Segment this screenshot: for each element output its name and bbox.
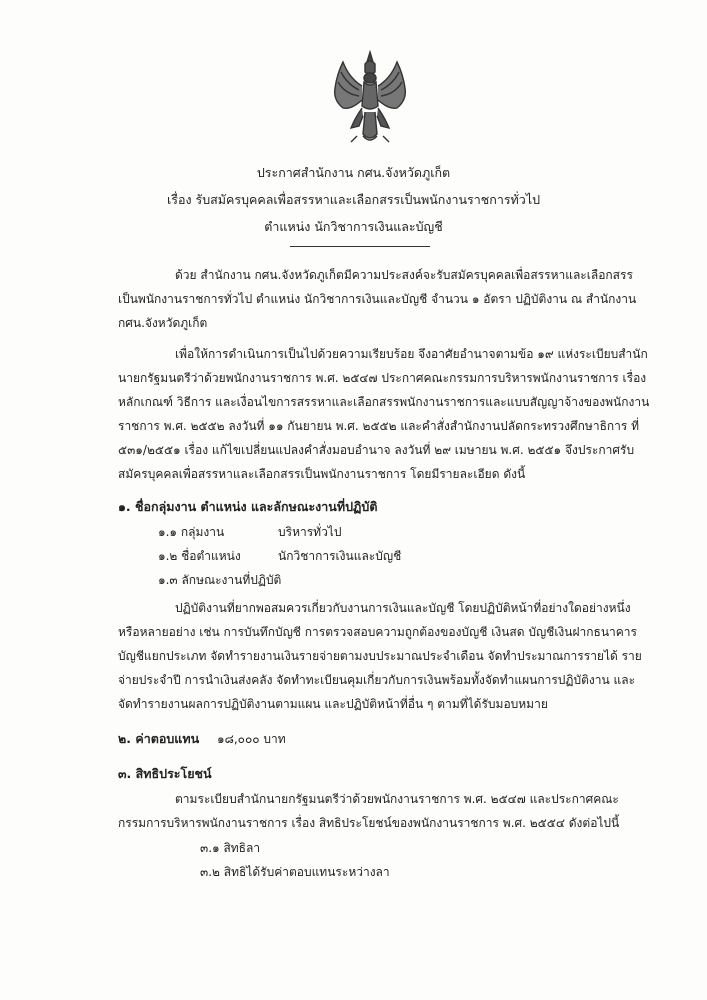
announcement-title: ประกาศสำนักงาน กศน.จังหวัดภูเก็ต [256,165,451,180]
compensation-row [118,731,286,747]
benefit-item: ๓.๑ สิทธิลา [200,841,261,855]
item-value: บริหารทั่วไป [278,525,342,539]
announcement-position: ตำแหน่ง นักวิชาการเงินและบัญชี [264,219,443,234]
section-heading: ๑. ชื่อกลุ่มงาน ตำแหน่ง และลักษณะงานที่ปฏิบัติ [118,499,378,514]
intro-line: กศน.จังหวัดภูเก็ต [118,316,208,330]
section-heading: ๒. ค่าตอบแทน [118,731,200,746]
intro-line: เป็นพนักงานราชการทั่วไป ตำแหน่ง นักวิชาการเงินและบัญชี จำนวน ๑ อัตรา ปฏิบัติงาน ณ สำนักงาน [118,292,637,306]
header-divider [290,246,430,247]
authority-line: สมัครบุคคลเพื่อสรรหาและเลือกสรรเป็นพนักงานราชการ โดยมีรายละเอียด ดังนี้ [118,467,526,481]
item-label: ๑.๒ ชื่อตำแหน่ง [158,549,241,563]
authority-line: เพื่อให้การดำเนินการเป็นไปด้วยความเรียบร้อย จึงอาศัยอำนาจตามข้อ ๑๙ แห่งระเบียบสำนัก [175,347,648,361]
duties-line: จ่ายประจำปี การนำเงินส่งคลัง จัดทำทะเบียนคุมเกี่ยวกับการเงินพร้อมทั้งจัดทำแผนการปฏิบัติงาน และ [118,673,636,687]
item-label: ๑.๑ กลุ่มงาน [158,525,225,539]
duties-line: ปฏิบัติงานที่ยากพอสมควรเกี่ยวกับงานการเงินและบัญชี โดยปฏิบัติหน้าที่อย่างใดอย่างหนึ่ง [175,601,631,615]
duties-line: จัดทำรายงานผลการปฏิบัติงานตามแผน และปฏิบัติหน้าที่อื่น ๆ ตามที่ได้รับมอบหมาย [118,697,548,711]
authority-line: ราชการ พ.ศ. ๒๕๕๒ ลงวันที่ ๑๑ กันยายน พ.ศ. ๒๕๕๒ และคำสั่งสำนักงานปลัดกระทรวงศึกษาธิการ ที่ [118,419,640,433]
benefits-line: ตามระเบียบสำนักนายกรัฐมนตรีว่าด้วยพนักงานราชการ พ.ศ. ๒๕๔๗ และประกาศคณะ [175,792,619,806]
authority-line: ๕๓๑/๒๕๕๑ เรื่อง แก้ไขเปลี่ยนแปลงคำสั่งมอบอำนาจ ลงวันที่ ๒๙ เมษายน พ.ศ. ๒๕๕๑ จึงประกาศรับ [118,443,635,457]
section-item [158,524,342,540]
item-value: นักวิชาการเงินและบัญชี [278,549,402,563]
duties-line: หรือหลายอย่าง เช่น การบันทึกบัญชี การตรวจสอบความถูกต้องของบัญชี เงินสด บัญชีเงินฝากธนาคาร [118,625,637,639]
benefit-item: ๓.๒ สิทธิได้รับค่าตอบแทนระหว่างลา [200,865,390,879]
garuda-emblem-icon [329,48,411,146]
authority-line: นายกรัฐมนตรีว่าด้วยพนักงานราชการ พ.ศ. ๒๕๔๗ ประกาศคณะกรรมการบริหารพนักงานราชการ เรื่อง [118,371,647,385]
intro-line: ด้วย สำนักงาน กศน.จังหวัดภูเก็ตมีความประสงค์จะรับสมัครบุคคลเพื่อสรรหาและเลือกสรร [175,268,633,282]
benefits-line: กรรมการบริหารพนักงานราชการ เรื่อง สิทธิประโยชน์ของพนักงานราชการ พ.ศ. ๒๕๕๔ ดังต่อไปนี้ [118,816,620,830]
item-label: ๑.๓ ลักษณะงานที่ปฏิบัติ [158,573,282,587]
section-item [158,548,402,564]
authority-line: หลักเกณฑ์ วิธีการ และเงื่อนไขการสรรหาและเลือกสรรพนักงานราชการและแบบสัญญาจ้างของพนักงาน [118,395,650,409]
section-item [158,572,281,588]
compensation-amount: ๑๘,๐๐๐ บาท [216,732,286,746]
announcement-subject: เรื่อง รับสมัครบุคคลเพื่อสรรหาและเลือกสรรเป็นพนักงานราชการทั่วไป [166,192,541,207]
duties-line: บัญชีแยกประเภท จัดทำรายงานเงินรายจ่ายตามงบประมาณประจำเดือน จัดทำประมาณการรายได้ ราย [118,649,642,663]
section-heading: ๓. สิทธิประโยชน์ [118,766,212,781]
